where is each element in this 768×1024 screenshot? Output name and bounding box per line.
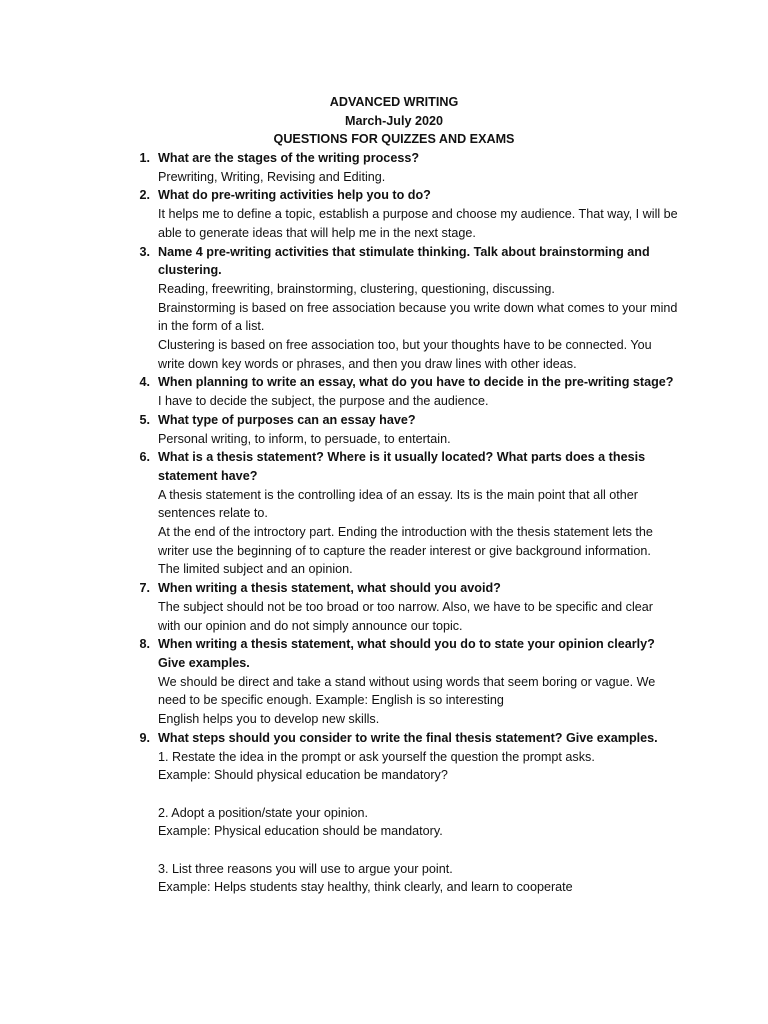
question-text: When writing a thesis statement, what should you do to state your opinion clearly? Give examples. — [158, 637, 655, 670]
question-item — [0, 186, 768, 242]
question-number: 8. — [139, 637, 150, 652]
question-item — [0, 373, 768, 410]
question-item — [0, 729, 768, 897]
answer-text: A thesis statement is the controlling idea of an essay. Its is the main point that all other sentences relate to. — [158, 487, 638, 521]
question-text: When planning to write an essay, what do you have to decide in the pre-writing stage? — [158, 375, 674, 390]
question-number: 4. — [139, 375, 150, 390]
answer-text — [158, 785, 678, 804]
answer-text — [158, 841, 678, 860]
question-item — [0, 579, 768, 635]
document-heading: QUESTIONS FOR QUIZZES AND EXAMS — [273, 132, 515, 147]
question-text: What type of purposes can an essay have? — [158, 412, 416, 427]
answer-text: Prewriting, Writing, Revising and Editing. — [158, 169, 386, 184]
question-number: 6. — [139, 450, 150, 465]
question-number: 7. — [139, 581, 150, 596]
question-text: What do pre-writing activities help you to do? — [158, 188, 431, 203]
answer-text: It helps me to define a topic, establish a purpose and choose my audience. That way, I will be able to generate ideas that will help me in the next stage. — [158, 207, 678, 240]
answer-text: I have to decide the subject, the purpose and the audience. — [158, 394, 489, 409]
question-number: 2. — [139, 188, 150, 203]
question-item — [0, 635, 768, 729]
answer-text: English helps you to develop new skills. — [158, 712, 380, 727]
question-text: What steps should you consider to write the final thesis statement? Give examples. — [158, 730, 658, 745]
question-number: 1. — [139, 151, 150, 165]
question-text: What are the stages of the writing process? — [158, 151, 420, 165]
question-item — [0, 448, 768, 579]
question-item — [0, 411, 768, 448]
question-item — [0, 243, 768, 374]
question-number: 5. — [139, 412, 150, 427]
answer-text: Reading, freewriting, brainstorming, clustering, questioning, discussing. — [158, 281, 555, 296]
document-title: ADVANCED WRITING — [329, 95, 459, 109]
question-text: Name 4 pre-writing activities that stimulate thinking. Talk about brainstorming and clustering. — [158, 244, 650, 278]
answer-text: At the end of the introctory part. Ending the introduction with the thesis statement lets the writer use the beginning of to capture the reader interest or give background information. — [158, 525, 653, 558]
answer-text: Example: Physical education should be mandatory. — [158, 824, 443, 839]
answer-text: 3. List three reasons you will use to argue your point. — [158, 861, 453, 876]
question-number: 9. — [139, 730, 150, 745]
answer-text: The limited subject and an opinion. — [158, 562, 353, 577]
answer-text: Example: Should physical education be mandatory? — [158, 768, 448, 783]
question-text: What is a thesis statement? Where is it usually located? What parts does a thesis statement have? — [158, 450, 646, 483]
question-item — [0, 149, 768, 186]
document-subtitle: March-July 2020 — [344, 113, 443, 128]
question-list — [0, 149, 768, 897]
answer-text: Brainstorming is based on free association because you write down what comes to your mind in the form of a list. — [158, 300, 678, 334]
answer-text: Clustering is based on free association too, but your thoughts have to be connected. You write down key words or phrases, and then you draw lines with other ideas. — [158, 338, 652, 371]
document-header — [0, 93, 768, 149]
question-text: When writing a thesis statement, what should you avoid? — [158, 581, 501, 596]
answer-text: We should be direct and take a stand without using words that seem boring or vague. We need to be specific enough. Example: English is so interesting — [158, 674, 656, 708]
answer-text: Personal writing, to inform, to persuade, to entertain. — [158, 431, 451, 446]
answer-text: 2. Adopt a position/state your opinion. — [158, 805, 369, 820]
answer-text: The subject should not be too broad or too narrow. Also, we have to be specific and clear with our opinion and do not simply announce our topic. — [158, 599, 653, 633]
answer-text: Example: Helps students stay healthy, think clearly, and learn to cooperate — [158, 880, 573, 895]
question-number: 3. — [139, 244, 150, 259]
answer-text: 1. Restate the idea in the prompt or ask yourself the question the prompt asks. — [158, 749, 595, 764]
